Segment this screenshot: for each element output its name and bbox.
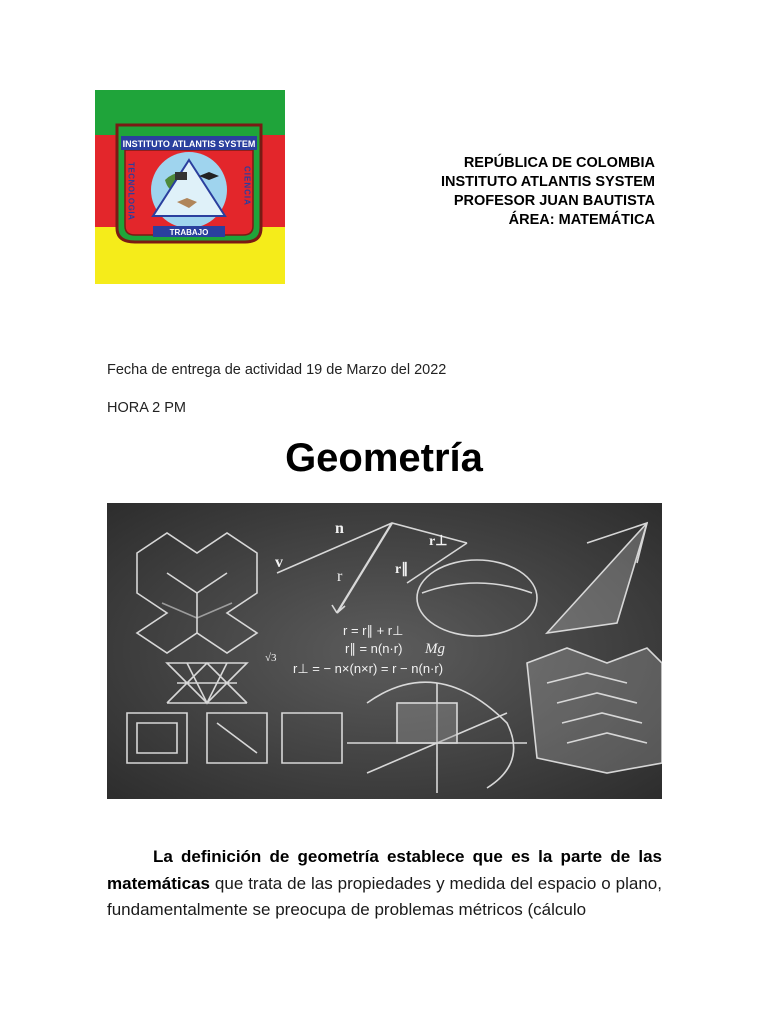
header-subject: ÁREA: MATEMÁTICA — [508, 212, 655, 228]
laptop-icon — [175, 172, 187, 180]
equation-3: r⊥ = − n×(n×r) = r − n(n·r) — [293, 661, 444, 676]
label-r-par: r∥ — [395, 562, 409, 577]
label-v: v — [275, 554, 283, 571]
label-n: n — [335, 520, 344, 537]
label-r: r — [337, 568, 343, 585]
delivery-time: HORA 2 PM — [107, 400, 186, 416]
logo-top-text: INSTITUTO ATLANTIS SYSTEM — [122, 139, 256, 149]
logo-bottom-text: TRABAJO — [169, 228, 209, 237]
equation-2: r∥ = n(n·r) — [345, 641, 403, 656]
header-teacher: PROFESOR JUAN BAUTISTA — [453, 193, 655, 209]
definition-bold: La definición de geometría establece que es la parte de las matemáticas — [107, 847, 662, 893]
label-r-perp: r⊥ — [429, 534, 448, 549]
document-header — [441, 154, 655, 230]
header-institution: INSTITUTO ATLANTIS SYSTEM — [440, 174, 655, 190]
page-title: Geometría — [285, 436, 483, 480]
equation-1: r = r∥ + r⊥ — [343, 623, 404, 638]
logo-left-text: TECNOLOGIA — [126, 162, 136, 221]
logo-right-text: CIENCIA — [242, 166, 252, 206]
school-logo — [95, 90, 285, 284]
definition-rest: que trata de las propiedades y medida del espacio o plano, fundamentalmente se preocupa de problemas métricos (cálculo — [107, 873, 662, 919]
header-country: REPÚBLICA DE COLOMBIA — [463, 155, 655, 171]
chalkboard-geometry-image — [107, 503, 662, 799]
definition-paragraph — [107, 844, 662, 924]
delivery-date: Fecha de entrega de actividad 19 de Marzo del 2022 — [107, 362, 447, 378]
label-sqrt3: √3 — [265, 652, 277, 664]
label-mg: Mg — [425, 641, 445, 657]
